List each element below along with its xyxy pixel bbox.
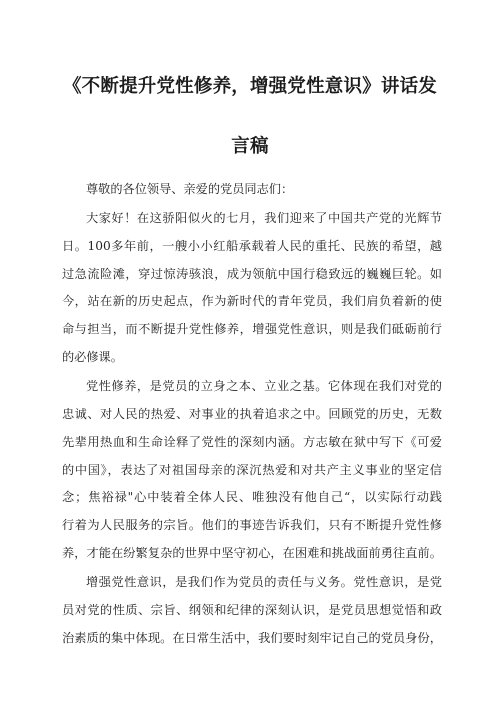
paragraph-3-line-1: 增强党性意识，是我们作为党员的责任与义务。党性意识，是党 [86, 575, 442, 589]
paragraph-1-line-4: 今，站在新的历史起点，作为新时代的青年党员，我们肩负着新的使 [62, 294, 442, 308]
paragraph-3-line-2: 员对党的性质、宗旨、纲领和纪律的深刻认识，是党员思想觉悟和政 [62, 603, 442, 617]
document-title-line-2: 言稿 [231, 136, 269, 157]
paragraph-1-line-2: 日。100多年前，一艘小小红船承载着人民的重托、民族的希望，越 [62, 239, 442, 253]
paragraph-2-line-7: 养，才能在纷繁复杂的世界中坚守初心，在困难和挑战面前勇往直前。 [62, 546, 442, 560]
paragraph-3-line-3: 治素质的集中体现。在日常生活中，我们要时刻牢记自己的党员身份， [62, 631, 442, 645]
paragraph-2-line-2: 忠诚、对人民的热爱、对事业的执着追求之中。回顾党的历史，无数 [62, 407, 442, 421]
paragraph-1-line-6: 的必修课。 [62, 350, 123, 364]
document-title-line-1: 《不断提升党性修养，增强党性意识》讲话发 [62, 76, 437, 97]
paragraph-2-line-4: 的中国》，表达了对祖国母亲的深沉热爱和对共产主义事业的坚定信 [62, 463, 442, 477]
paragraph-1-line-3: 过急流险滩，穿过惊涛骇浪，成为领航中国行稳致远的巍巍巨轮。如 [62, 267, 442, 281]
paragraph-2-line-1: 党性修养，是党员的立身之本、立业之基。它体现在我们对党的 [86, 379, 442, 393]
paragraph-1-line-5: 命与担当，而不断提升党性修养，增强党性意识，则是我们砥砺前行 [62, 322, 442, 336]
paragraph-2-line-6: 行着为人民服务的宗旨。他们的事迹告诉我们，只有不断提升党性修 [62, 518, 442, 532]
salutation: 尊敬的各位领导、亲爱的党员同志们： [86, 182, 294, 196]
paragraph-2-line-5: 念；焦裕禄"心中装着全体人民、唯独没有他自己“，以实际行动践 [62, 490, 442, 504]
paragraph-2-line-3: 先辈用热血和生命诠释了党性的深刻内涵。方志敏在狱中写下《可爱 [62, 435, 442, 449]
paragraph-1-line-1: 大家好！在这骄阳似火的七月，我们迎来了中国共产党的光辉节 [86, 211, 442, 225]
